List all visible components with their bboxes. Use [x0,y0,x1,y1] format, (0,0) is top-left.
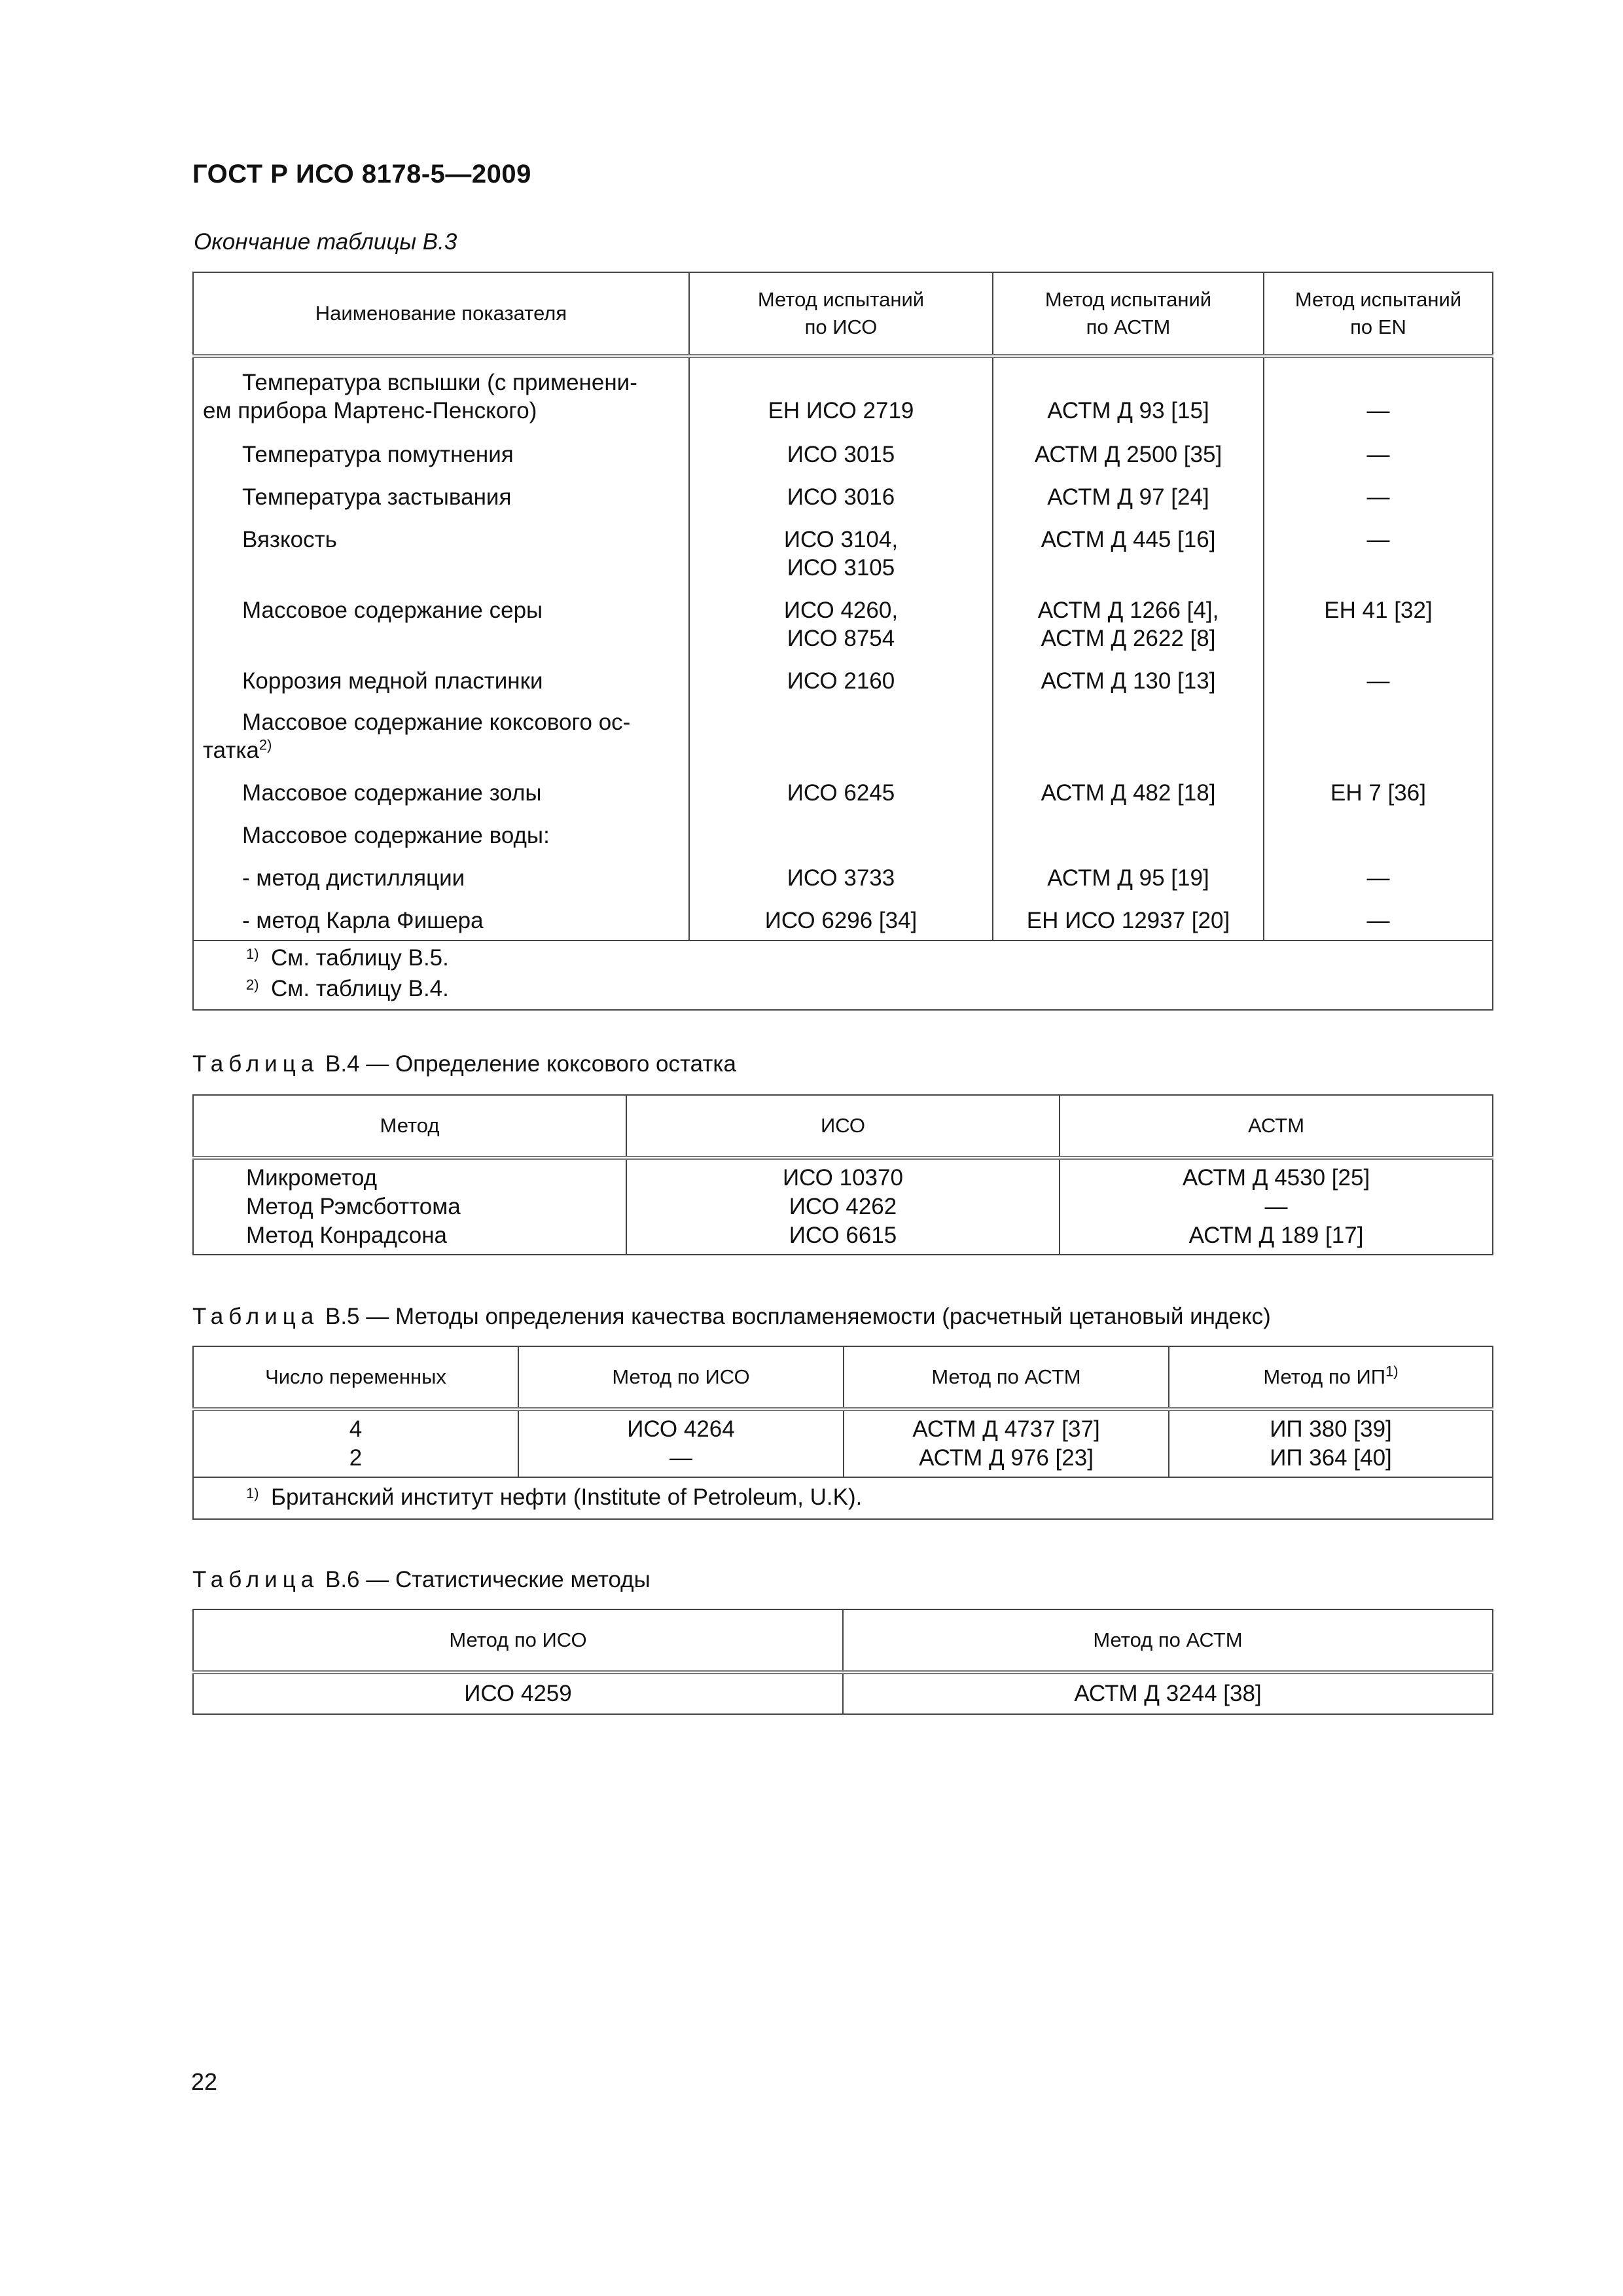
ip-cell: ИП 380 [39] ИП 364 [40] [1169,1409,1493,1477]
iso-cell: ИСО 3016 [689,469,993,511]
table-b5 [192,1346,1493,1520]
iso-cell: ЕН ИСО 2719 [689,356,993,425]
iso-cell: ИСО 6245 [689,764,993,807]
column-header: Метод по ИСО [518,1346,844,1409]
variables-cell: 4 2 [193,1409,518,1477]
table-row [193,653,1493,695]
table-b3-caption: Окончание таблицы В.3 [194,229,457,255]
column-header: Число переменных [193,1346,518,1409]
en-cell: — [1264,469,1493,511]
table-b4-caption: Таблица В.4 — Определение коксового остатка [192,1051,736,1077]
table-row [193,892,1493,941]
table-b3 [192,272,1493,1011]
en-cell: — [1264,425,1493,469]
en-cell: — [1264,511,1493,582]
table-row [193,764,1493,807]
astm-cell: АСТМ Д 2500 [35] [993,425,1264,469]
indicator-cell: Массовое содержание серы [193,582,689,653]
column-header: Метод по АСТМ [843,1609,1493,1672]
column-header: АСТМ [1060,1095,1493,1158]
column-header: Наименование показателя [193,272,689,356]
indicator-cell: - метод Карла Фишера [193,892,689,941]
footnote-row [193,1477,1493,1519]
astm-cell: АСТМ Д 1266 [4], АСТМ Д 2622 [8] [993,582,1264,653]
en-cell: — [1264,892,1493,941]
astm-cell: АСТМ Д 4530 [25] — АСТМ Д 189 [17] [1060,1158,1493,1255]
table-row [193,511,1493,582]
footnote-item: 1) Британский институт нефти (Institute of Petroleum, U.K). [246,1484,863,1510]
iso-cell: ИСО 3733 [689,850,993,892]
iso-cell [689,807,993,850]
table-b6 [192,1609,1493,1715]
iso-cell: ИСО 3015 [689,425,993,469]
indicator-cell: Массовое содержание воды: [193,807,689,850]
column-header: Метод по ИП$^{1)}$ [1169,1346,1493,1409]
en-cell [1264,807,1493,850]
indicator-cell: - метод дистилляции [193,850,689,892]
en-cell [1264,695,1493,764]
footnote-item: 2) См. таблицу В.4. [246,976,449,1001]
method-cell: Микрометод Метод Рэмсботтома Метод Конрадсона [193,1158,626,1255]
indicator-cell: Массовое содержание коксового ос- татка$^{2)}$ [193,695,689,764]
astm-cell: АСТМ Д 95 [19] [993,850,1264,892]
column-header: Метод испытаний по ИСО [689,272,993,356]
footnote-row [193,941,1493,1010]
table-row [193,1672,1493,1714]
table-row [193,1158,1493,1255]
astm-cell: АСТМ Д 130 [13] [993,653,1264,695]
indicator-cell: Температура помутнения [193,425,689,469]
astm-cell [993,695,1264,764]
indicator-cell: Температура застывания [193,469,689,511]
table-row [193,469,1493,511]
column-header: Метод испытаний по АСТМ [993,272,1264,356]
column-header: ИСО [626,1095,1060,1158]
en-cell: — [1264,850,1493,892]
astm-cell: АСТМ Д 445 [16] [993,511,1264,582]
astm-cell: АСТМ Д 93 [15] [993,356,1264,425]
astm-cell: АСТМ Д 3244 [38] [843,1672,1493,1714]
iso-cell: ИСО 4259 [193,1672,843,1714]
document-title: ГОСТ Р ИСО 8178-5—2009 [192,160,531,188]
column-header: Метод испытаний по EN [1264,272,1493,356]
footnote-ref: 2) [259,736,272,753]
en-cell: ЕН 7 [36] [1264,764,1493,807]
table-header-row [193,272,1493,356]
en-cell: ЕН 41 [32] [1264,582,1493,653]
table-b6-caption: Таблица В.6 — Статистические методы [192,1567,651,1592]
table-b5-caption: Таблица В.5 — Методы определения качества воспламеняемости (расчетный цетановый индекс) [192,1304,1271,1329]
astm-cell: ЕН ИСО 12937 [20] [993,892,1264,941]
table-header-row [193,1095,1493,1158]
footnote-cell [193,1477,1493,1519]
astm-cell: АСТМ Д 4737 [37] АСТМ Д 976 [23] [844,1409,1169,1477]
iso-cell: ИСО 4260, ИСО 8754 [689,582,993,653]
indicator-cell: Коррозия медной пластинки [193,653,689,695]
table-b4 [192,1094,1493,1255]
table-header-row [193,1346,1493,1409]
astm-cell: АСТМ Д 482 [18] [993,764,1264,807]
table-header-row [193,1609,1493,1672]
table-row [193,582,1493,653]
iso-cell: ИСО 4264 — [518,1409,844,1477]
indicator-cell: Температура вспышки (с применени- ем прибора Мартенс-Пенского) [193,356,689,425]
table-row [193,356,1493,425]
table-row [193,425,1493,469]
table-row [193,695,1493,764]
iso-cell: ИСО 6296 [34] [689,892,993,941]
table-row [193,1409,1493,1477]
iso-cell: ИСО 10370 ИСО 4262 ИСО 6615 [626,1158,1060,1255]
iso-cell: ИСО 2160 [689,653,993,695]
astm-cell [993,807,1264,850]
column-header: Метод по ИСО [193,1609,843,1672]
en-cell: — [1264,356,1493,425]
indicator-cell: Вязкость [193,511,689,582]
en-cell: — [1264,653,1493,695]
indicator-cell: Массовое содержание золы [193,764,689,807]
astm-cell: АСТМ Д 97 [24] [993,469,1264,511]
iso-cell: ИСО 3104, ИСО 3105 [689,511,993,582]
table-row [193,850,1493,892]
footnote-cell [193,941,1493,1010]
page-number: 22 [191,2068,218,2095]
column-header: Метод по АСТМ [844,1346,1169,1409]
footnote-ref: 1) [1385,1363,1399,1380]
table-row [193,807,1493,850]
iso-cell [689,695,993,764]
footnote-item: 1) См. таблицу В.5. [246,945,449,971]
column-header: Метод [193,1095,626,1158]
